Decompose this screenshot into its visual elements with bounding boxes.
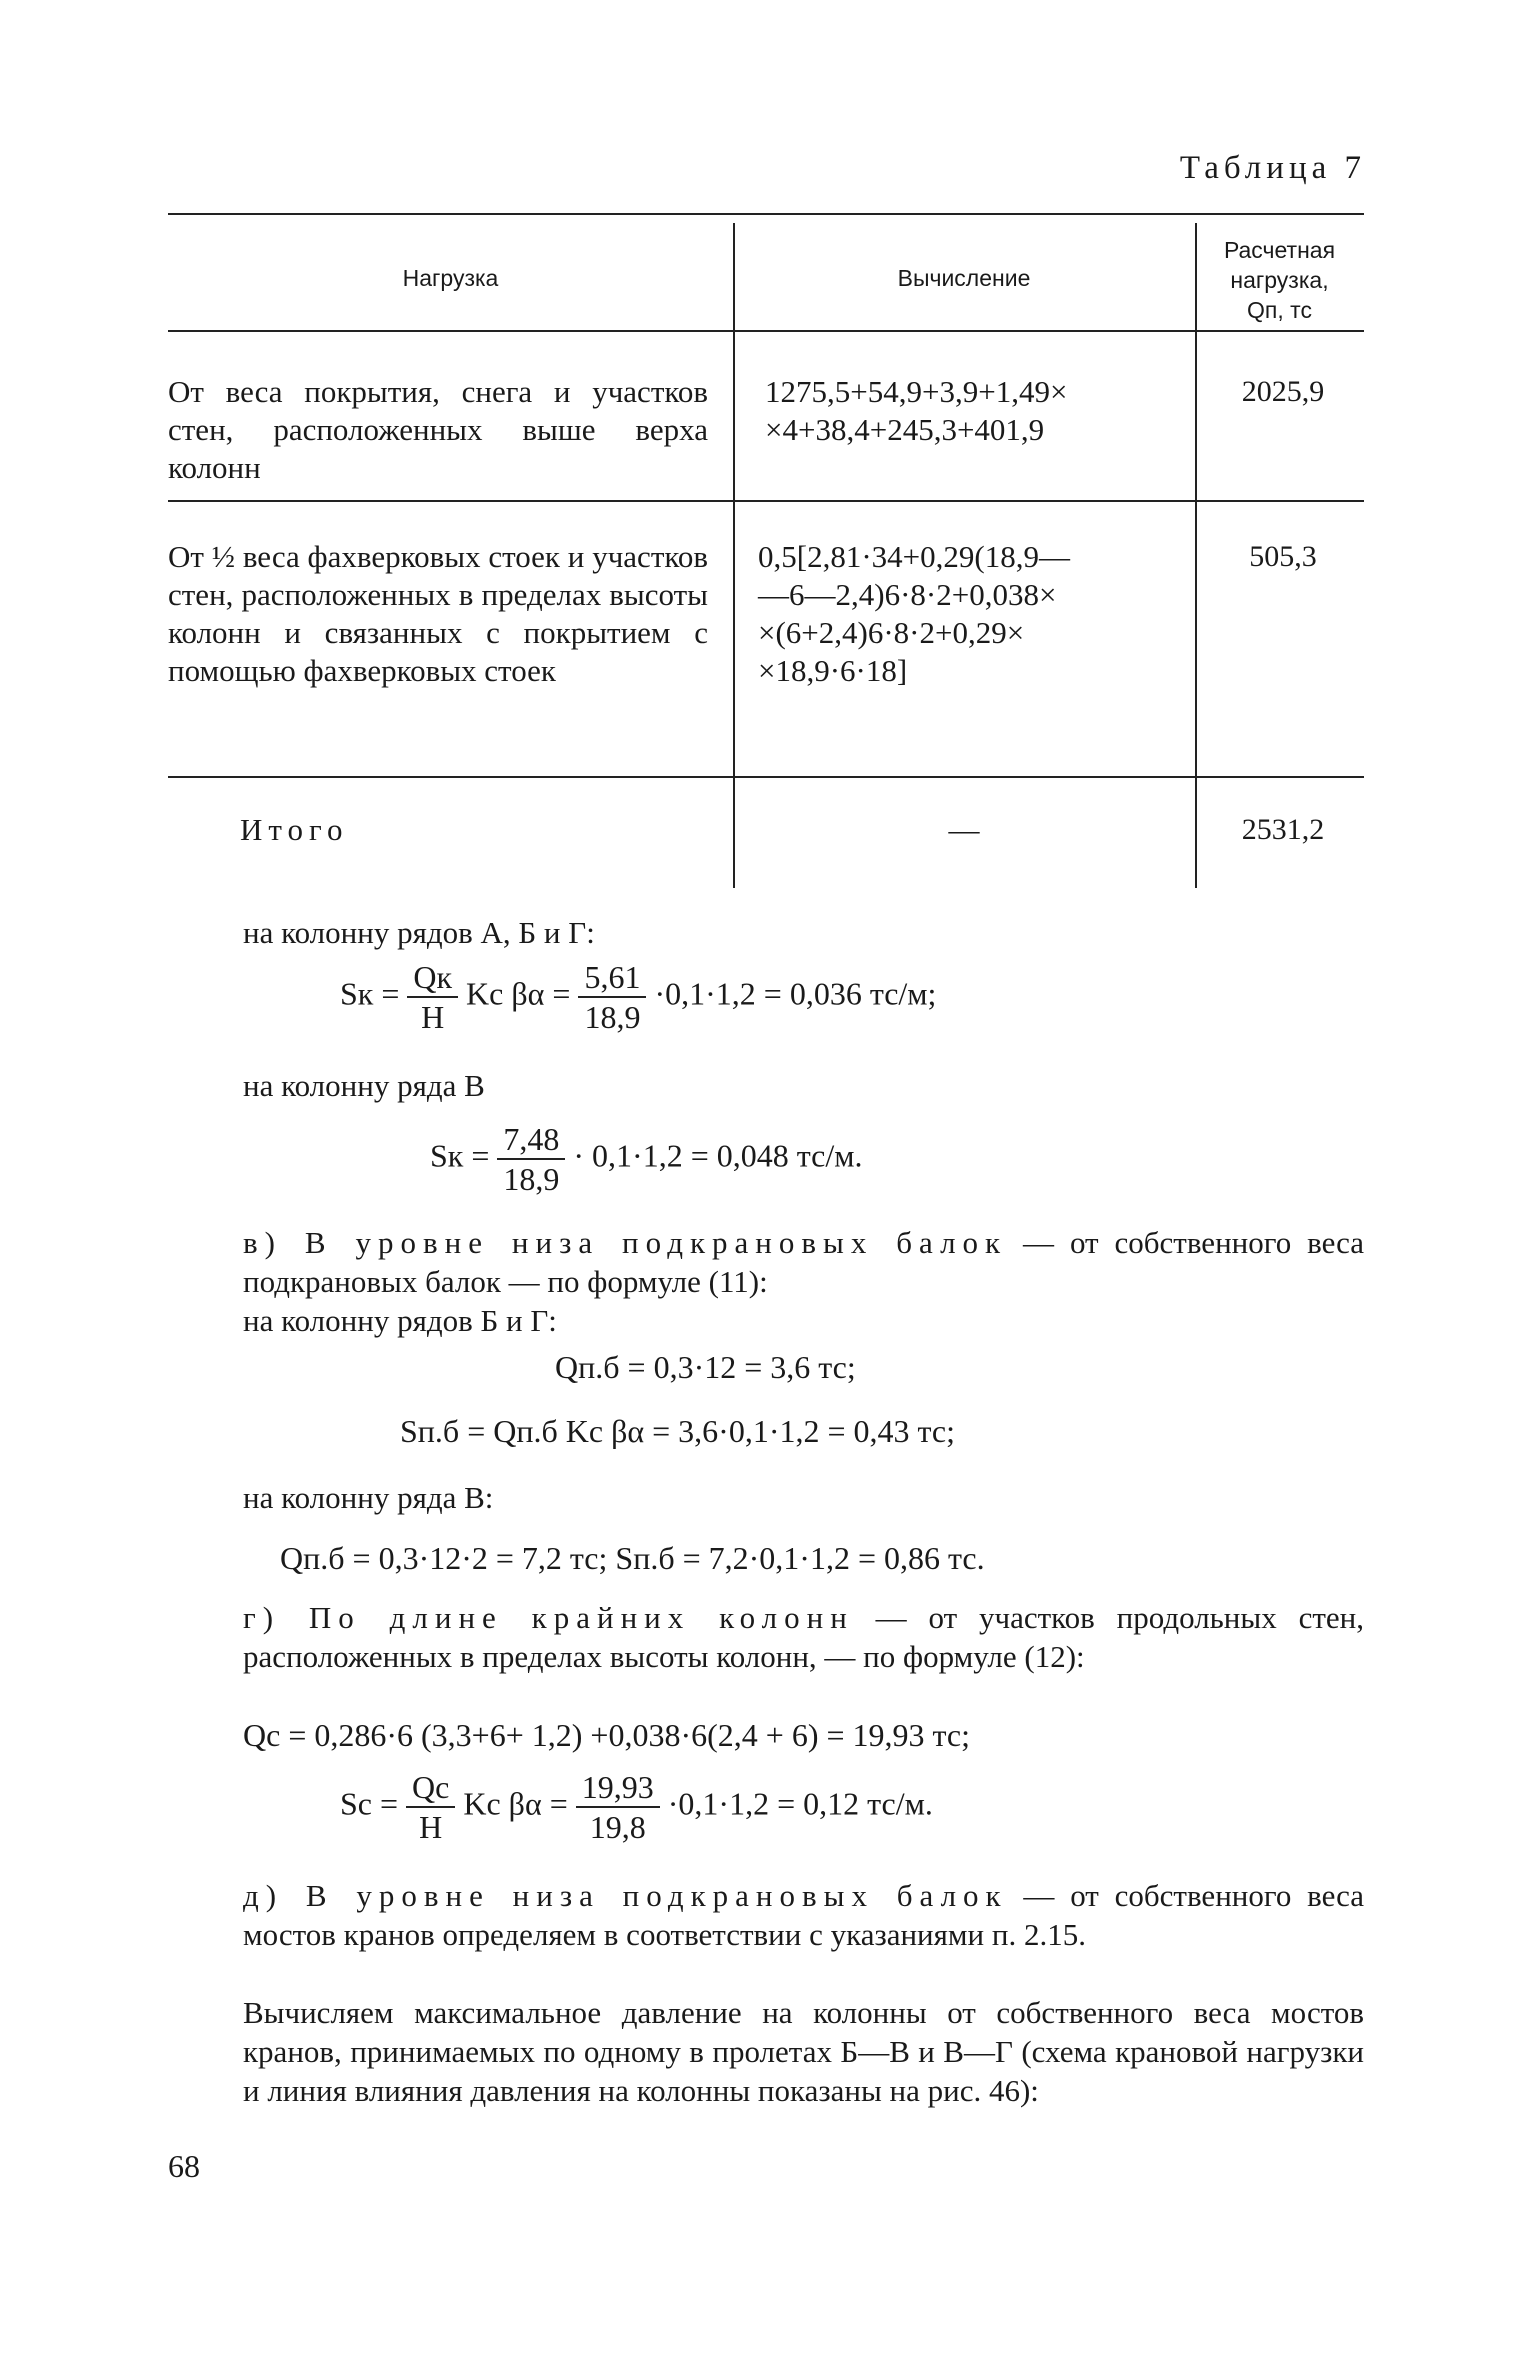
row-calc xyxy=(758,538,1070,690)
denominator: H xyxy=(421,999,445,1035)
calc-line: ×(6+2,4)6·8·2+0,29× xyxy=(758,615,1025,650)
table-caption: Таблица 7 xyxy=(1179,150,1366,186)
numerator: 5,61 xyxy=(578,958,646,998)
row-result: 2531,2 xyxy=(1241,813,1325,846)
row-calc xyxy=(765,373,1067,449)
paragraph xyxy=(243,1598,1364,1676)
table-top-rule xyxy=(168,213,1364,215)
paragraph xyxy=(243,1876,1364,1954)
header-result-line: Расчетная xyxy=(1223,237,1336,263)
numerator: 19,93 xyxy=(576,1768,660,1808)
paragraph-text: — от собственного веса подкрановых балок — по формуле (11): xyxy=(243,1225,1364,1299)
formula-sk-v xyxy=(430,1120,862,1198)
formula-sk-abg xyxy=(340,958,936,1036)
header-result xyxy=(1195,235,1364,325)
formula-qpb: Qп.б = 0,3·12 = 3,6 тс; xyxy=(555,1349,856,1385)
table-column-divider xyxy=(733,223,735,888)
paragraph: Вычисляем максимальное давление на колонны от собственного веса мостов кранов, принимаемых по одному в пролетах Б—В и В—Г (схема крановой нагрузки и линия влияния давления на колонны показаны на рис. 46): xyxy=(243,1995,1364,2108)
paragraph: на колонну рядов Б и Г: xyxy=(243,1303,557,1338)
paragraph-text: — от участков продольных стен, расположенных в пределах высоты колонн, — по формуле (12): xyxy=(243,1600,1364,1674)
formula-spb: Sп.б = Qп.б Kс βα = 3,6·0,1·1,2 = 0,43 тс; xyxy=(400,1413,955,1449)
formula-part: Kс βα = xyxy=(466,975,571,1012)
formula-part: · 0,1·1,2 = 0,048 тс/м. xyxy=(573,1137,863,1174)
fraction xyxy=(406,1768,455,1846)
table-row-rule xyxy=(168,776,1364,778)
denominator: H xyxy=(419,1809,443,1845)
formula-qc: Qс = 0,286·6 (3,3+6+ 1,2) +0,038·6(2,4 + 6) = 19,93 тс; xyxy=(243,1717,970,1753)
formula-part: Sк = xyxy=(340,975,400,1012)
paragraph-heading: г) По длине крайних колонн xyxy=(243,1600,854,1635)
fraction xyxy=(497,1120,565,1198)
paragraph: на колонну рядов А, Б и Г: xyxy=(243,915,595,950)
table-header-rule xyxy=(168,330,1364,332)
calc-line: 1275,5+54,9+3,9+1,49× xyxy=(765,374,1068,409)
page-number: 68 xyxy=(168,2148,200,2184)
fraction xyxy=(407,958,458,1036)
numerator: 7,48 xyxy=(497,1120,565,1160)
numerator: Qс xyxy=(406,1768,455,1808)
denominator: 18,9 xyxy=(503,1161,560,1197)
row-result: 2025,9 xyxy=(1241,375,1325,408)
formula-part: ·0,1·1,2 = 0,036 тс/м; xyxy=(654,975,937,1012)
paragraph: на колонну ряда В xyxy=(243,1068,485,1103)
row-load-text: От ½ веса фахверковых стоек и участков стен, расположенных в пределах высоты колонн и связанных с покрытием с помощью фахверковых стоек xyxy=(168,539,708,688)
row-load-text: От веса покрытия, снега и участков стен, расположенных выше верха колонн xyxy=(168,374,708,485)
fraction xyxy=(576,1768,660,1846)
header-load: Нагрузка xyxy=(402,265,499,291)
formula-sc xyxy=(340,1768,933,1846)
row-calc: — xyxy=(948,812,980,847)
paragraph xyxy=(243,1223,1364,1301)
calc-line: ×4+38,4+245,3+401,9 xyxy=(765,412,1045,447)
numerator: Qк xyxy=(407,958,458,998)
row-total-label: Итого xyxy=(240,812,349,847)
header-calc: Вычисление xyxy=(897,265,1031,291)
calc-line: —6—2,4)6·8·2+0,038× xyxy=(758,577,1057,612)
table-row-rule xyxy=(168,500,1364,502)
formula-part: Kс βα = xyxy=(463,1785,568,1822)
calc-line: 0,5[2,81·34+0,29(18,9— xyxy=(758,539,1070,574)
calc-line: ×18,9·6·18] xyxy=(758,653,908,688)
formula-part: Sс = xyxy=(340,1785,399,1822)
paragraph-heading: в) В уровне низа подкрановых балок xyxy=(243,1225,1008,1260)
fraction xyxy=(578,958,646,1036)
paragraph-heading: д) В уровне низа подкрановых балок xyxy=(243,1878,1008,1913)
denominator: 18,9 xyxy=(584,999,641,1035)
formula-part: ·0,1·1,2 = 0,12 тс/м. xyxy=(667,1785,933,1822)
denominator: 19,8 xyxy=(589,1809,646,1845)
formula-qpb-v: Qп.б = 0,3·12·2 = 7,2 тс; Sп.б = 7,2·0,1·1,2 = 0,86 тс. xyxy=(280,1540,985,1576)
paragraph-text: — от собственного веса мостов кранов определяем в соответствии с указаниями п. 2.15. xyxy=(243,1878,1364,1952)
load-table xyxy=(168,213,1364,888)
row-result: 505,3 xyxy=(1249,540,1317,573)
formula-part: Sк = xyxy=(430,1137,490,1174)
paragraph: на колонну ряда В: xyxy=(243,1480,494,1515)
header-result-line: нагрузка, xyxy=(1230,267,1329,293)
header-result-line: Qп, тс xyxy=(1247,297,1312,323)
